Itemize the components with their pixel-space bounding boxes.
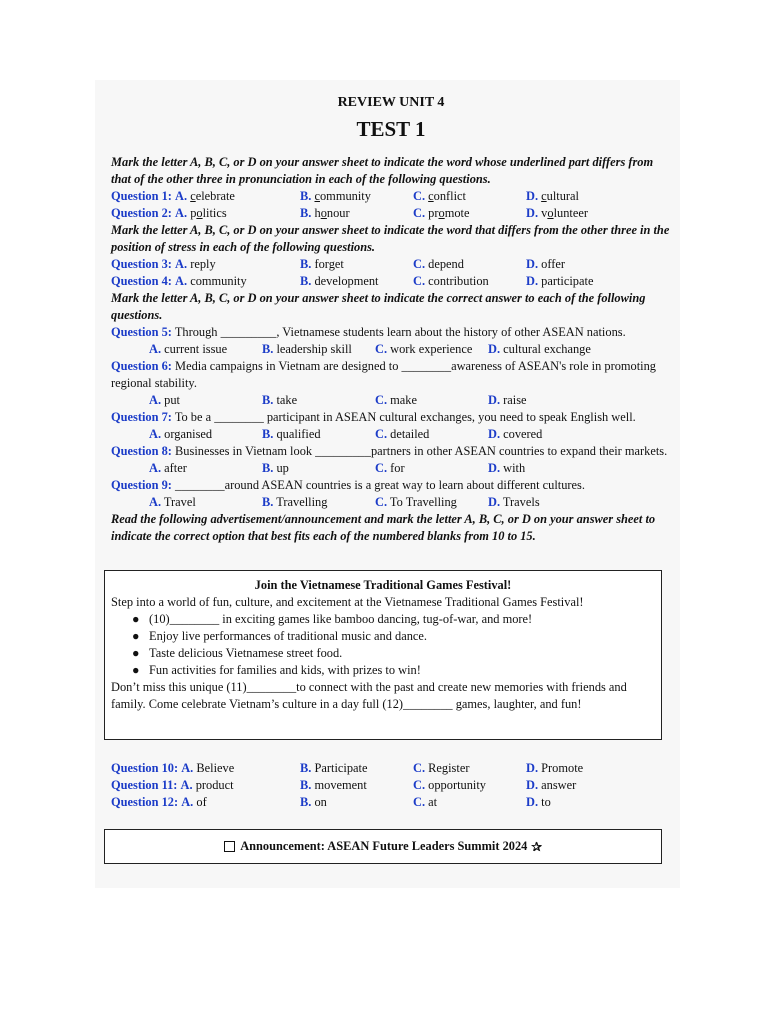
- instruction-correct-answer: Mark the letter A, B, C, or D on your answer sheet to indicate the correct answer to each of the following questions.: [111, 291, 646, 322]
- list-item: ● Enjoy live performances of traditional music and dance.: [132, 629, 428, 643]
- checkbox-icon: [224, 841, 235, 852]
- options-row: A. organised B. qualified C. detailed D. covered: [149, 427, 543, 441]
- instruction-reading: Read the following advertisement/announcement and mark the letter A, B, C, or D on your answer sheet to indicate the correct option that best fits each of the numbered blanks from 10 to 15.: [111, 512, 656, 543]
- test-title: TEST 1: [356, 117, 426, 141]
- advertisement-closing: Don’t miss this unique (11)________to connect with the past and create new memories with friends and family. Come celebrate Vietnam’s culture in a day full (12)________ games, laughter, and fun!: [111, 680, 627, 711]
- advertisement-box: [104, 570, 662, 740]
- question-stem: Question 7: To be a ________ participant in ASEAN cultural exchanges, you need to speak English well.: [111, 410, 636, 424]
- question-stem: Question 6: Media campaigns in Vietnam are designed to ________awareness of ASEAN's role in promoting regional stability.: [111, 359, 656, 390]
- advertisement-intro: Step into a world of fun, culture, and excitement at the Vietnamese Traditional Games Festival!: [111, 595, 584, 609]
- star-icon: ✰: [531, 839, 542, 854]
- instruction-stress: Mark the letter A, B, C, or D on your answer sheet to indicate the word that differs from the other three in the position of stress in each of the following questions.: [111, 223, 670, 254]
- question-row: Question 12: A. of B. on C. at D. to: [111, 795, 551, 809]
- bullet-icon: ●: [132, 663, 140, 677]
- list-item: ● Taste delicious Vietnamese street food.: [132, 646, 343, 660]
- question-label: Question 2:: [111, 206, 172, 220]
- bullet-icon: ●: [132, 646, 140, 660]
- unit-title: REVIEW UNIT 4: [337, 95, 445, 110]
- options-row: A. Travel B. Travelling C. To Travelling D. Travels: [149, 495, 540, 509]
- question-stem: Question 9: ________around ASEAN countries is a great way to learn about different cultures.: [111, 478, 585, 492]
- answer-options: [111, 760, 671, 811]
- instruction-pronunciation: Mark the letter A, B, C, or D on your answer sheet to indicate the word whose underlined part differs from that of the other three in pronunciation in each of the following questions.: [111, 155, 654, 186]
- question-row: Question 2: A. politics B. honour C. promote D. volunteer: [111, 206, 588, 220]
- question-row: Question 10: A. Believe B. Participate C. Register D. Promote: [111, 761, 584, 775]
- question-row: Question 4: A. community B. development C. contribution D. participate: [111, 274, 594, 288]
- question-stem: Question 8: Businesses in Vietnam look _________partners in other ASEAN countries to expand their markets.: [111, 444, 668, 458]
- question-row: Question 11: A. product B. movement C. opportunity D. answer: [111, 778, 577, 792]
- question-row: Question 1: A. celebrate B. community C. conflict D. cultural: [111, 189, 580, 203]
- question-stem: Question 5: Through _________, Vietnamese students learn about the history of other ASEAN nations.: [111, 325, 626, 339]
- announcement-title: Announcement: ASEAN Future Leaders Summit 2024: [240, 839, 528, 853]
- question-label: Question 1:: [111, 189, 172, 203]
- advertisement-title: Join the Vietnamese Traditional Games Festival!: [254, 578, 512, 592]
- bullet-icon: ●: [132, 612, 140, 626]
- options-row: A. put B. take C. make D. raise: [149, 393, 527, 407]
- options-row: A. current issue B. leadership skill C. work experience D. cultural exchange: [149, 342, 591, 356]
- question-row: Question 3: A. reply B. forget C. depend D. offer: [111, 257, 566, 271]
- list-item: ● (10)________ in exciting games like bamboo dancing, tug-of-war, and more!: [132, 612, 533, 626]
- announcement-box: [104, 829, 662, 864]
- options-row: A. after B. up C. for D. with: [149, 461, 526, 475]
- advertisement-bullets: [111, 611, 655, 679]
- bullet-icon: ●: [132, 629, 140, 643]
- list-item: ● Fun activities for families and kids, with prizes to win!: [132, 663, 421, 677]
- worksheet: [111, 90, 671, 545]
